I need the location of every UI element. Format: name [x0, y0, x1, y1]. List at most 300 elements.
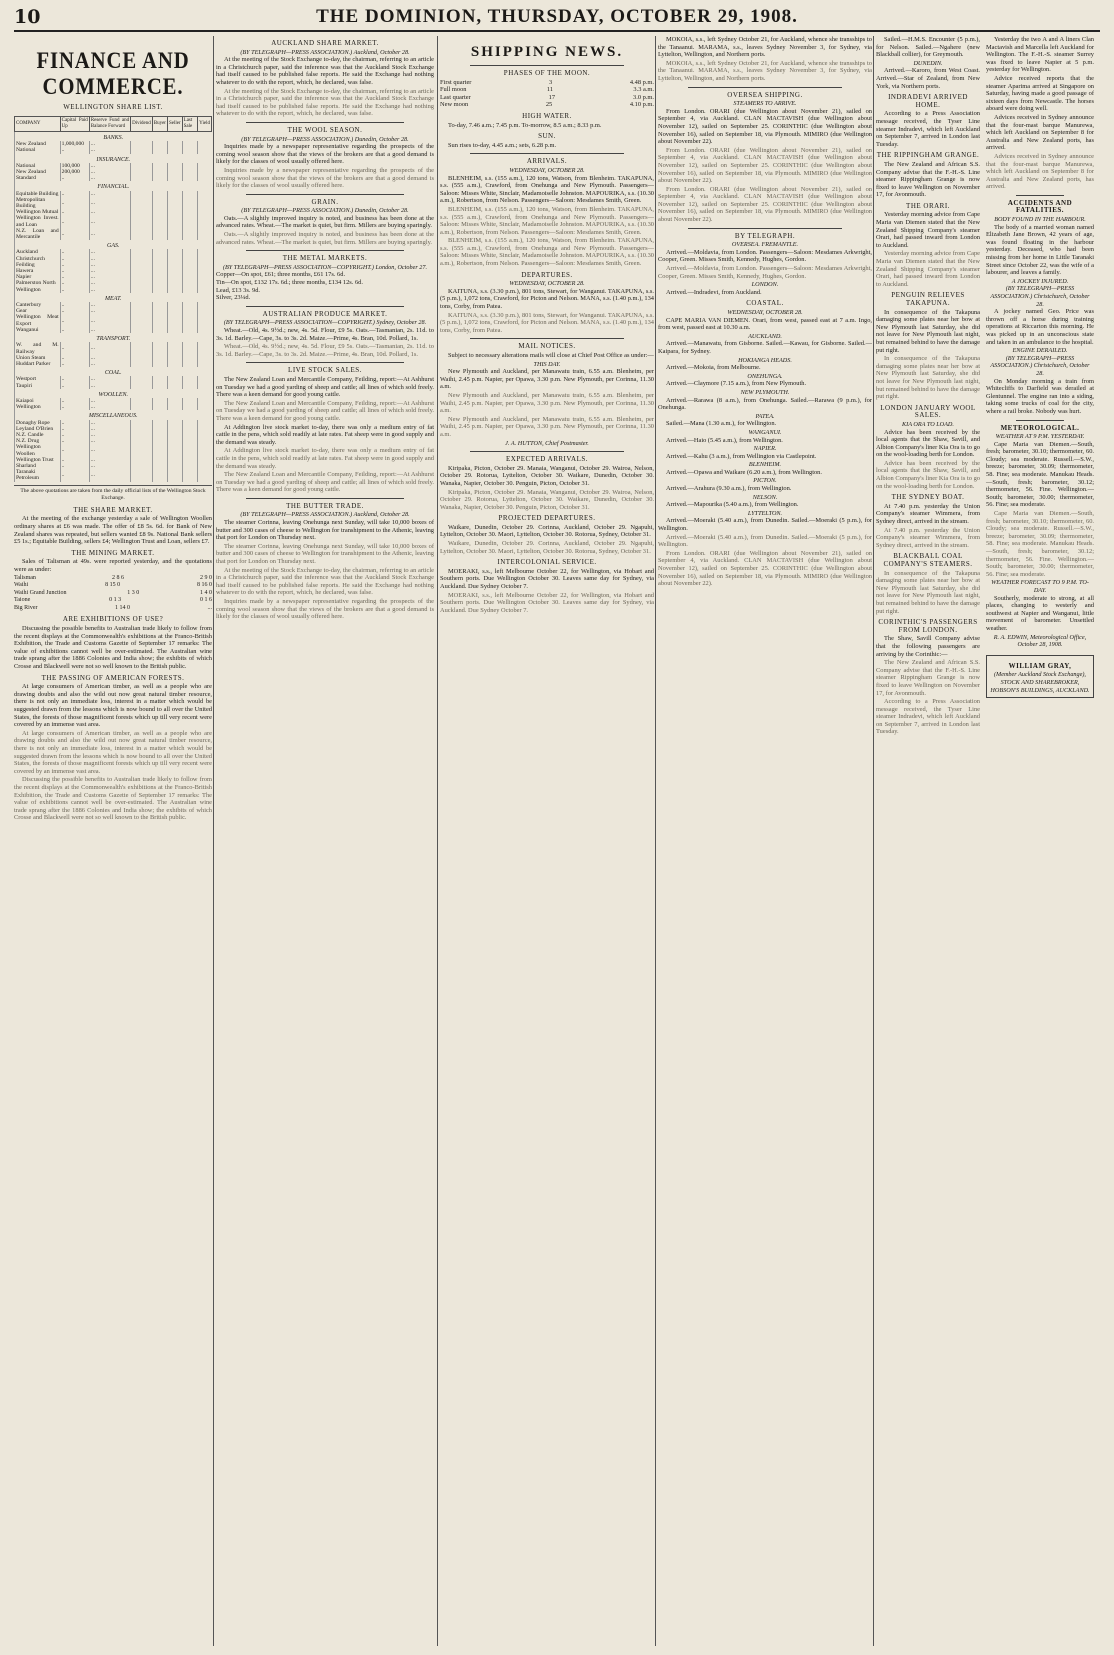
article-body-continued: At the meeting of the Stock Exchange to-day, the chairman, referring to an article in a Christchurch paper, said the inference was that the Auckland Stock Exchange had itself caused to be published false reports. He said the Exchange had nothing whatever to do with the report, which, he declared, was false. [216, 87, 434, 118]
section-heading: INTERCOLONIAL SERVICE. [497, 558, 597, 567]
table-cell: .. [60, 268, 89, 274]
port-heading: NAPIER. [753, 445, 777, 453]
moon-phases [440, 79, 654, 109]
table-cell: .. [60, 256, 89, 262]
table-cell: .. [60, 215, 89, 227]
ad-details: (Member Auckland Stock Exchange), STOCK AND SHAREBROKER, HOBSON'S BUILDINGS, AUCKLAND. [990, 671, 1090, 694]
list-item [216, 294, 434, 302]
table-header: Last Sale [182, 116, 197, 131]
section-body: Advice has been received by the local agents that the Shaw, Savill, and Albion Company's liner Kia Ora is to go on the wool-loading berth for London. [876, 428, 980, 459]
table-cell [198, 314, 212, 326]
table-cell: Westport [15, 376, 61, 382]
list-item [440, 86, 654, 94]
list-value: Waihi Grand Junction [14, 589, 67, 596]
table-cell: .. [60, 426, 89, 432]
table-cell: .. [60, 249, 89, 255]
article-body-continued: At the meeting of the Stock Exchange to-day, the chairman, referring to an article in a Christchurch paper, said the inference was that the Auckland Stock Exchange had itself caused to be published false reports. He said the Exchange had nothing whatever to do with the report, which, he declared, was false. [216, 566, 434, 597]
table-cell: Wellington Woollen [15, 444, 61, 456]
table-cell: ... [89, 228, 130, 240]
table-cell: ... [89, 287, 130, 293]
table-cell: Union Steam [15, 355, 61, 361]
list-value: 1 4 0 [199, 589, 212, 596]
table-header: Capital Paid Up [60, 116, 89, 131]
group-heading: FINANCIAL. [15, 181, 212, 190]
table-cell: ... [89, 361, 130, 367]
port-heading: ONEHUNGA. [747, 372, 783, 380]
section-body: Arrived.—Karoro, from West Coast. Arrived.—Star of Zealand, from New York, via Northern ports. [876, 67, 980, 90]
table-cell: ... [89, 191, 130, 197]
table-cell: .. [60, 420, 89, 426]
section-subheading: LONDON. [751, 281, 779, 289]
table-cell [198, 469, 212, 481]
article-heading: BODY FOUND IN THE HARBOUR. [994, 216, 1086, 224]
table-cell: New Zealand [15, 141, 61, 147]
list-value: Big River [14, 604, 38, 611]
table-header: Yield [198, 116, 212, 131]
dateline: (BY TELEGRAPH—PRESS ASSOCIATION.) Dunedin, October 28. [241, 135, 409, 143]
section-heading: ACCIDENTS AND FATALITIES. [1007, 198, 1073, 215]
table-cell: Auckland [15, 249, 61, 255]
section-body-continued: BLENHEIM, s.s. (155 a.m.), 120 tons, Watson, from Blenheim. TAKAPUNA, s.s. (555 a.m.), Crawford, from Onehunga and New Plymouth. Passengers—Saloon: Misses White, Sinclair, Madamoiselle Johnston. MAPOURIKA, s.s. (10.30 a.m.), Robertson, from Nelson. Passengers—Saloon: Mesdames Smith, Green. [440, 205, 654, 236]
section-heading: PHASES OF THE MOON. [503, 69, 591, 77]
table-cell: Palmerston North [15, 280, 61, 286]
table-cell: ... [89, 215, 130, 227]
list-value: Talisman [14, 574, 36, 581]
table-header: COMPANY [15, 116, 61, 131]
table-cell: ... [89, 469, 130, 481]
table-cell: Hawera [15, 268, 61, 274]
section-body: The New Zealand and African S.S. Company advise that the F.-H.-S. Line steamer Rippingham Grange is now fixed to leave Wellington on November 17, for Avonmouth. [876, 160, 980, 199]
table-cell: .. [60, 457, 89, 463]
table-cell: .. [60, 262, 89, 268]
section-body-continued: Advice has been received by the local agents that the Shaw, Savill, and Albion Company's liner Kia Ora is to go on the wool-loading berth for London. [876, 459, 980, 490]
list-item [216, 271, 434, 279]
group-heading: COAL. [15, 367, 212, 376]
port-heading: DUNEDIN. [913, 59, 943, 67]
table-header: Dividend [131, 116, 153, 131]
section-body: From London. ORARI (due Wellington about November 21), sailed on September 4, via Auckland. CLAN MACTAVISH (due Wellington about November 12), sailed on September 25. CORINTHIC (due Wellington about November 16), sailed on September 18, via Plymouth. MIMIRO (due Wellington about November 22). [658, 107, 872, 146]
group-heading: MISCELLANEOUS. [15, 410, 212, 419]
port-heading: AUCKLAND. [748, 332, 782, 340]
table-cell: ... [89, 327, 130, 333]
section-body: According to a Press Association message received, the Tyser Line steamer Indradevi, which left Auckland on September 7, arrived in London last Tuesday. [876, 110, 980, 148]
section-body: Arrived.—Indradevi, from Auckland. [666, 288, 762, 296]
section-body: Sailed.—H.M.S. Encounter (5 p.m.), for Nelson. Sailed.—Ngahere (new Blackball collier), for Greymouth. [876, 36, 980, 59]
table-cell [152, 215, 167, 227]
dateline: (BY TELEGRAPH—PRESS ASSOCIATION.) Dunedin, October 28. [241, 207, 409, 215]
list-value: 2 8 6 [111, 574, 124, 581]
table-cell: .. [60, 432, 89, 438]
table-row [15, 342, 212, 354]
table-cell [167, 469, 182, 481]
table-cell: ... [89, 268, 130, 274]
table-cell: ... [89, 398, 130, 404]
list-value: 2 9 0 [199, 574, 212, 581]
table-cell [131, 197, 153, 209]
table-cell [131, 444, 153, 456]
table-cell: Wellington Trust [15, 457, 61, 463]
article-heading: AUSTRALIAN PRODUCE MARKET. [262, 309, 388, 318]
table-cell: National [15, 147, 61, 153]
list-value: 1 14 0 [115, 604, 130, 611]
section-body-continued: BLENHEIM, s.s. (155 a.m.), 120 tons, Watson, from Blenheim. TAKAPUNA, s.s. (555 a.m.), Crawford, from Onehunga and New Plymouth. Passengers—Saloon: Misses White, Sinclair, Madamoiselle Johnston. MAPOURIKA, s.s. (10.30 a.m.), Robertson, from Nelson. Passengers—Saloon: Mesdames Smith, Green. [440, 237, 654, 268]
list-value: 1 3 0 [127, 589, 140, 596]
table-cell [131, 469, 153, 481]
table-cell: ... [89, 302, 130, 308]
article-body-continued: Inquiries made by a newspaper representative regarding the prospects of the coming wool season show that the views of the brokers are that a good demand is likely for the classes of wool usually offered here. [216, 598, 434, 621]
table-cell: Taupiri [15, 383, 61, 389]
port-heading: PATEA. [755, 412, 775, 420]
table-cell [131, 228, 153, 240]
table-cell: ... [89, 147, 130, 153]
table-cell [198, 197, 212, 209]
section-body: Kiripaka, Picton, October 29. Manaia, Wanganui, October 29. Wairoa, Nelson, October 29. Rotorua, Lyttelton, October 30. Waikare, Dunedin, October 30. Wanaka, Napier, October 30. Penguin, Picton, October 31. [440, 464, 654, 487]
section-heading: OVERSEA SHIPPING. [727, 90, 803, 99]
article-body: A jockey named Geo. Price was thrown off a horse during training operations at Riccarton this morning. He was picked up in an unconscious state and taken in an ambulance to the hospital. [986, 308, 1094, 346]
table-cell: .. [60, 342, 89, 354]
list-value: 25 [545, 101, 553, 109]
table-cell: .. [60, 147, 89, 153]
section-body: Arrived.—Mapourika (5.40 a.m.), from Wellington. [666, 501, 799, 509]
section-body: Sun rises to-day, 4.45 a.m.; sets, 6.28 p.m. [448, 141, 557, 149]
list-value: 4.48 p.m. [629, 78, 654, 86]
section-body-continued: Advices received in Sydney announce that the four-mast barque Manurewa, which left Auckland on September 8 for Australia and New Zealand ports, has arrived. [986, 152, 1094, 191]
article-body: At the meeting of the Stock Exchange to-day, the chairman, referring to an article in a Christchurch paper, said the inference was that the Auckland Stock Exchange had itself caused to be published false reports. He said the Exchange had nothing whatever to do with the report, which, he declared, was false. [216, 56, 434, 86]
section-body: Yesterday morning advice from Cape Maria van Diemen stated that the New Zealand Shipping Company's steamer Orari, had passed inward from London to Auckland. [876, 211, 980, 249]
table-cell: ... [89, 463, 130, 469]
table-cell: .. [60, 287, 89, 293]
table-cell: ... [89, 308, 130, 314]
article-heading: THE PASSING OF AMERICAN FORESTS. [41, 673, 185, 682]
article-heading: THE SHARE MARKET. [73, 505, 153, 514]
table-cell: .. [60, 438, 89, 444]
list-value: First quarter [440, 78, 472, 86]
column-shipping [440, 36, 654, 1646]
section-heading: BY TELEGRAPH. [734, 231, 796, 240]
section-heading: THE ORARI. [906, 201, 950, 210]
table-cell [182, 342, 197, 354]
section-body-continued: Arrived.—Moldavia, from London. Passengers—Saloon: Mesdames Arkwright, Cooper, Green. Misses Smith, Kennedy, Hughes, Gordon. [658, 265, 872, 280]
article-body: Cape Maria van Diemen.—South, fresh; barometer, 30.10; thermometer, 60. Cloudy; sea moderate. Russell.—S.W., breeze; barometer, 30.09; thermometer, 58. Fine; sea moderate. Manukau Heads.—South, fresh; barometer, 30.12; thermometer, 56. Fine. Wellington.—South; barometer, 30.00; thermometer, 56. Fine; sea moderate. [986, 440, 1094, 509]
dateline: THIS DAY. [533, 360, 561, 368]
table-cell: National [15, 163, 61, 169]
section-body-continued: According to a Press Association message received, the Tyser Line steamer Indradevi, which left Auckland on September 7, arrived in London last Tuesday. [876, 698, 980, 736]
section-heading: EXPECTED ARRIVALS. [506, 455, 588, 464]
dateline: (BY TELEGRAPH—PRESS ASSOCIATION—COPYRIGHT.) London, October 27. [222, 263, 428, 271]
table-cell [198, 228, 212, 240]
section-body: Yesterday the two A and A liners Clan Mactavish and Marcella left Auckland for Wellington. The F.-H.-S. steamer Surrey was fixed to leave Napier at 5 p.m. yesterday for Wellington. [986, 36, 1094, 74]
list-value: Copper—On spot, £61; three months, £61 17s. 6d. [216, 271, 346, 279]
table-cell [152, 197, 167, 209]
list-item [440, 94, 654, 102]
article-body-continued: The New Zealand Loan and Mercantile Company, Feilding, report:—At Ashhurst on Tuesday we had a good yarding of sheep and cattle; all lines of which sold freely. There was a keen demand for good young cattle. [216, 399, 434, 422]
section-body: Arrived.—Opawa and Waikare (6.20 a.m.), from Wellington. [666, 468, 822, 476]
table-cell: Standard [15, 175, 61, 181]
list-value: Full moon [440, 86, 467, 94]
section-heading: INDRADEVI ARRIVED HOME. [888, 93, 968, 109]
table-cell [152, 342, 167, 354]
list-value: 8 16 0 [197, 582, 212, 589]
port-heading: NELSON. [752, 493, 778, 501]
article-heading: ARE EXHIBITIONS OF USE? [62, 615, 164, 624]
table-cell [182, 228, 197, 240]
section-body: Advices received in Sydney announce that the four-mast barque Manurewa, which left Auckland on September 8 for Australia and New Zealand ports, has arrived. [986, 113, 1094, 152]
section-body-continued: The New Zealand and African S.S. Company advise that the F.-H.-S. Line steamer Rippingham Grange is now fixed to leave Wellington on November 17, for Avonmouth. [876, 659, 980, 697]
article-body: Wheat.—Old, 4s. 9½d.; new, 4s. 5d. Flour, £9 5s. Oats.—Tasmanian, 2s. 11d. to 3s. 1d. Barley.—Cape, 3s. to 3s. 2d. Maize.—Prime, 4s. Bran, 10d. Pollard, 1s. [216, 327, 434, 342]
list-value: 3.3 a.m. [633, 86, 654, 94]
table-cell [182, 444, 197, 456]
share-list-title: WELLINGTON SHARE LIST. [63, 103, 163, 111]
table-cell: ... [89, 426, 130, 432]
section-body-continued: Kiripaka, Picton, October 29. Manaia, Wanganui, October 29. Wairoa, Nelson, October 29. Rotorua, Lyttelton, October 30. Waikare, Dunedin, October 30. Wanaka, Napier, October 30. Penguin, Picton, October 31. [440, 488, 654, 511]
section-body-continued: From London. ORARI (due Wellington about November 21), sailed on September 4, via Auckland. CLAN MACTAVISH (due Wellington about November 12), sailed on September 25. CORINTHIC (due Wellington about November 16), sailed on September 18, via Plymouth. MIMIRO (due Wellington about November 22). [658, 185, 872, 224]
article-body-continued: Discussing the possible benefits to Australian trade likely to follow from the recent displays at the Commonwealth's exhibitions at the Franco-British Exhibition, the Trade and Customs Gazette of September 17 remarks: The value of exhibitions cannot well be over-estimated. The Australian wine trade sprang after the 1886 Colonies and India show; the exhibits of which Crosse and Blackwell were not so well known to the British public. [14, 776, 212, 822]
article-body: At Addington live stock market to-day, there was only a medium entry of fat cattle in the pens, which sold readily at late rates. Fat sheep were in good supply and the demand was steady. [216, 423, 434, 446]
shipping-heading: SHIPPING NEWS. [470, 44, 624, 60]
share-list-table [14, 116, 212, 482]
table-cell: Taranaki Petroleum [15, 469, 61, 481]
table-cell [152, 444, 167, 456]
port-heading: WANGANUI. [748, 428, 782, 436]
article-heading: THE MINING MARKET. [71, 548, 155, 557]
dateline: (BY TELEGRAPH—PRESS ASSOCIATION.) Christchurch, October 28. [990, 285, 1090, 308]
article-heading: AUCKLAND SHARE MARKET. [271, 39, 379, 47]
table-cell: ... [89, 432, 130, 438]
list-item [440, 101, 654, 109]
section-body: Arrived.—Manawatu, from Gisborne. Sailed.—Kawau, for Gisborne. Sailed.—Kaipara, for Sydney. [658, 340, 872, 355]
table-cell: .. [60, 191, 89, 197]
section-body-continued: In consequence of the Takapuna damaging some plates near her bow at New Plymouth last Saturday, she did not leave for New Plymouth last night, but remained behind to have the damage put right. [876, 355, 980, 401]
table-cell: Wellington [15, 287, 61, 293]
table-cell: .. [60, 314, 89, 326]
broker-advertisement [986, 655, 1094, 698]
table-row [15, 215, 212, 227]
section-body-continued: In consequence of the Takapuna damaging some plates near her bow at New Plymouth last Saturday, she did not leave for New Plymouth last night, but remained behind to have the damage put right. [876, 569, 980, 615]
list-value: 3.0 p.m. [633, 93, 654, 101]
table-cell: ... [89, 141, 130, 147]
table-cell: ... [89, 209, 130, 215]
list-value: 17 [548, 93, 556, 101]
list-value: 11 [546, 86, 554, 94]
dateline: WEDNESDAY, OCTOBER 28. [509, 280, 585, 288]
article-heading: WEATHER FORECAST TO 9 P.M. TO-DAY. [991, 579, 1089, 594]
article-body-continued: At Addington live stock market to-day, there was only a medium entry of fat cattle in the pens, which sold readily at late rates. Fat sheep were in good supply and the demand was steady. [216, 447, 434, 470]
section-body: KAITUNA, s.s. (3.30 p.m.), 801 tons, Stewart, for Wanganui. TAKAPUNA, s.s. (5 p.m.), 1,072 tons, Crawford, for Picton and Nelson. MANA, s.s. (1.40 p.m.), 134 tons, Corby, from Patea. [440, 287, 654, 311]
section-body: Advice received reports that the steamer Aparima arrived at Singapore on Saturday, having made a good passage of sixteen days from Newcastle. The horses aboard were doing well. [986, 74, 1094, 113]
section-body: CAPE MARIA VAN DIEMEN. Orari, from west, passed east at 7 a.m. Ingo, from west, passed east at 10.30 a.m. [658, 316, 872, 332]
section-body: Arrived.—Haio (5.45 a.m.), from Wellington. [666, 436, 783, 444]
table-cell: 200,000 [60, 169, 89, 175]
table-cell: ... [89, 197, 130, 209]
table-cell: .. [60, 444, 89, 456]
mining-quotes [14, 575, 212, 613]
postmaster-signature: J. A. HUTTON, Chief Postmaster. [505, 439, 589, 447]
section-body-continued: New Plymouth and Auckland, per Manawatu train, 6.55 a.m. Blenheim, per Waihi, 2.45 p.m. Napier, per Opawa, 3.30 p.m. New Plymouth, per Corinna, 11.30 a.m. [440, 415, 654, 438]
table-cell: .. [60, 361, 89, 367]
table-cell: Equitable Building [16, 190, 59, 197]
table-cell: Christchurch [15, 256, 61, 262]
table-cell: Wellington Meat Export [16, 314, 59, 327]
article-heading: LIVE STOCK SALES. [288, 366, 362, 375]
metal-prices [216, 271, 434, 301]
table-cell: .. [60, 327, 89, 333]
list-value: Waihi [14, 582, 29, 589]
section-body: Arrived.—Rarawa (8 a.m.), from Onehunga. Sailed.—Rarawa (9 p.m.), for Onehunga. [658, 396, 872, 412]
column-shipping-notes [876, 36, 1094, 1646]
article-heading: THE BUTTER TRADE. [286, 501, 364, 510]
table-cell [182, 197, 197, 209]
article-heading: ENGINE DERAILED. [1012, 347, 1068, 355]
table-row [15, 444, 212, 456]
table-row [15, 469, 212, 481]
list-value: 8 15 0 [105, 582, 121, 589]
table-cell: .. [60, 469, 89, 481]
table-cell: .. [60, 355, 89, 361]
table-cell: ... [89, 274, 130, 280]
table-cell [167, 342, 182, 354]
article-heading: GRAIN. [311, 197, 339, 206]
section-body: Subject to necessary alterations mails will close at Chief Post Office as under:— [448, 352, 654, 359]
table-row [15, 197, 212, 209]
list-value: 3 [549, 78, 553, 86]
table-cell: Wanganui [15, 327, 61, 333]
section-body-continued: Yesterday morning advice from Cape Maria van Diemen stated that the New Zealand Shipping Company's steamer Orari, had passed inward from London to Auckland. [876, 250, 980, 288]
table-cell: ... [89, 404, 130, 410]
section-heading: MAIL NOTICES. [518, 342, 576, 351]
dateline: WEDNESDAY, OCTOBER 28. [727, 309, 803, 316]
article-body: The New Zealand Loan and Mercantile Company, Feilding, report:—At Ashhurst on Tuesday we had a good yarding of sheep and cattle; all lines of which sold freely. There was a keen demand for good young cattle. [216, 375, 434, 399]
table-cell: New Zealand [15, 169, 61, 175]
article-body: The steamer Corinna, leaving Onehunga next Sunday, will take 10,000 boxes of butter and 300 cases of cheese to Wellington for transhipment to the Athenic, leaving that port for London on Thursday next. [216, 519, 434, 542]
section-body: Arrived.—Claymore (7.15 a.m.), from New Plymouth. [666, 380, 807, 388]
table-cell: Metropolitan Building [15, 197, 61, 209]
list-item [14, 590, 212, 598]
section-heading: ARRIVALS. [526, 157, 568, 166]
list-value: 0 1 6 [200, 597, 212, 604]
share-list-note: The above quotations are taken from the daily official lists of the Wellington Stock Exchange. [14, 485, 212, 503]
table-cell [152, 314, 167, 326]
article-body-continued: At large consumers of American timber, as well as a people who are drawing doubts and also the wild out now great natural timber resource, there is not only an immediate loss, interest in a matter which would be suggested drawn from the lessons which is now bound to all over the United States, the forests of those magnificent forests which up till very recent were covered by an immense vast area. [14, 729, 212, 775]
finance-heading: FINANCE AND COMMERCE. [36, 48, 190, 99]
table-cell: Leyland O'Brien [15, 426, 61, 432]
section-heading: SUN. [538, 132, 556, 141]
section-subheading: KIA ORA TO LOAD. [902, 420, 954, 428]
list-value: Taione [14, 597, 31, 604]
section-heading: PENGUIN RELIEVES TAKAPUNA. [891, 291, 965, 307]
section-body: The Shaw, Savill Company advise that the following passengers are arriving by the Corinthic:— [876, 635, 980, 658]
group-heading: MEAT. [15, 293, 212, 302]
table-cell: Wellington Mutual [16, 209, 59, 216]
article-body-continued: Oats.—A slightly improved inquiry is noted, and business has been done at the advanced rates. Wheat.—The market is quiet, but firm. Millers are buying sparingly. [216, 231, 434, 246]
list-item [440, 79, 654, 87]
section-body-continued: MOERAKI, s.s., left Melbourne October 22, for Wellington, via Hobart and Southern ports. Due Wellington October 30. Leaves same day for Sydney, via Auckland. Due Sydney October 7. [440, 591, 654, 614]
table-cell: .. [60, 274, 89, 280]
section-body: In consequence of the Takapuna damaging some plates near her bow at New Plymouth last Saturday, she did not leave for New Plymouth last night, but remained behind to have the damage put right. [876, 308, 980, 354]
table-cell [198, 342, 212, 354]
table-cell: .. [60, 383, 89, 389]
article-body: Southerly, moderate to strong, at all places, changing to westerly and southwest at Napier and Wanganui, little movement of barometer. Unsettled weather. [986, 594, 1094, 632]
section-body: At 7.40 p.m. yesterday the Union Company's steamer Wimmera, from Sydney direct, arrived in the stream. [876, 502, 980, 526]
section-body-continued: From London. ORARI (due Wellington about November 21), sailed on September 4, via Auckland. CLAN MACTAVISH (due Wellington about November 12), sailed on September 25. CORINTHIC (due Wellington about November 16), sailed on September 18, via Plymouth. MIMIRO (due Wellington about November 22). [658, 146, 872, 185]
section-heading: METEOROLOGICAL. [1000, 423, 1080, 432]
section-subheading: STEAMERS TO ARRIVE. [733, 100, 797, 108]
list-value: 4.10 p.m. [629, 101, 654, 109]
table-cell: ... [89, 249, 130, 255]
table-cell: ... [89, 169, 130, 175]
table-cell: .. [60, 280, 89, 286]
article-body-continued: Wheat.—Old, 4s. 9½d.; new, 4s. 5d. Flour, £9 5s. Oats.—Tasmanian, 2s. 11d. to 3s. 1d. Barley.—Cape, 3s. to 3s. 2d. Maize.—Prime, 4s. Bran, 10d. Pollard, 1s. [216, 343, 434, 358]
dateline: (BY TELEGRAPH—PRESS ASSOCIATION—COPYRIGHT.) Sydney, October 28. [223, 319, 427, 327]
section-body: MOERAKI, s.s., left Melbourne October 22, for Wellington, via Hobart and Southern ports. Due Wellington October 30. Leaves same day for Sydney, via Auckland. Due Sydney October 7. [440, 567, 654, 591]
table-header: Reserve Fund and Balance Forward [89, 116, 130, 131]
group-heading: INSURANCE. [15, 154, 212, 163]
list-value: Lead, £13 3s. 9d. [216, 286, 261, 294]
section-heading: HIGH WATER. [522, 111, 572, 120]
list-value: 0 1 3 [109, 597, 122, 604]
list-item [216, 279, 434, 287]
article-body: On Monday morning a train from Whitecliffs to Darfield was derailed at Glentunnel. The engine ran into a siding, taking some trucks of coal for the city, where a rail broke. Nobody was hurt. [986, 377, 1094, 415]
section-body-continued: KAITUNA, s.s. (3.30 p.m.), 801 tons, Stewart, for Wanganui. TAKAPUNA, s.s. (5 p.m.), 1,072 tons, Crawford, for Picton and Nelson. MANA, s.s. (1.40 p.m.), 134 tons, Corby, from Patea. [440, 311, 654, 334]
article-body: Discussing the possible benefits to Australian trade likely to follow from the recent displays at the Commonwealth's exhibitions at the Franco-British Exhibition, the Trade and Customs Gazette of September 17 remarks: The value of exhibitions cannot well be over-estimated. The Australian wine trade sprang after the 1886 Colonies and India show; the exhibits of which Crosse and Blackwell were not so well known to the British public. [14, 625, 212, 671]
section-body: MOKOIA, s.s., left Sydney October 21, for Auckland, whence she transships to the Tanaanui. MARAMA, s.s., leaves Sydney November 3, for Sydney, via Lyttelton, Wellington, and Northern ports. [658, 36, 872, 59]
section-heading: CORINTHIC'S PASSENGERS FROM LONDON. [878, 618, 978, 634]
table-header: Seller [167, 116, 182, 131]
column-oversea-shipping [658, 36, 872, 1646]
ad-name: WILLIAM GRAY, [1008, 661, 1072, 670]
table-cell [131, 342, 153, 354]
section-body: Arrived.—Moeraki (5.40 a.m.), from Dunedin. Sailed.—Moeraki (5 p.m.), for Wellington. [658, 517, 872, 533]
table-cell: 100,000 [60, 163, 89, 169]
group-heading: TRANSPORT. [15, 333, 212, 342]
section-heading: DEPARTURES. [521, 270, 573, 279]
table-cell: .. [60, 463, 89, 469]
table-cell [152, 469, 167, 481]
column-markets [216, 36, 434, 1646]
section-body: Arrived.—Mokoia, from Melbourne. [666, 364, 761, 372]
table-cell: Huddart Parker [15, 361, 61, 367]
table-cell [131, 215, 153, 227]
list-item [14, 575, 212, 583]
table-header: Buyer [152, 116, 167, 131]
table-cell [131, 314, 153, 326]
article-body: Sales of Talisman at 49s. were reported yesterday, and the quotations were as under: [14, 558, 212, 573]
table-cell [198, 444, 212, 456]
table-cell: N.Z. Loan and Mercantile [16, 227, 59, 241]
group-heading: WOOLLEN. [15, 389, 212, 398]
section-body: BLENHEIM, s.s. (155 a.m.), 120 tons, Watson, from Blenheim. TAKAPUNA, s.s. (555 a.m.), Crawford, from Onehunga and New Plymouth. Passengers—Saloon: Misses White, Sinclair, Madamoiselle Johnston. MAPOURIKA, s.s. (10.30 a.m.), Robertson, from Nelson. Passengers—Saloon: Mesdames Smith, Green. [440, 174, 654, 205]
article-heading: WEATHER AT 9 P.M. YESTERDAY. [995, 433, 1085, 441]
table-cell: ... [89, 175, 130, 181]
table-cell: N.Z. Candle [15, 432, 61, 438]
table-row [15, 314, 212, 326]
table-cell: ... [89, 163, 130, 169]
list-item [216, 287, 434, 295]
article-body-continued: The New Zealand Loan and Mercantile Company, Feilding, report:—At Ashhurst on Tuesday we had a good yarding of sheep and cattle; all lines of which sold freely. There was a keen demand for good young cattle. [216, 471, 434, 494]
table-cell: ... [89, 342, 130, 354]
table-cell [182, 215, 197, 227]
section-body-continued: Arrived.—Moeraki (5.40 a.m.), from Dunedin. Sailed.—Moeraki (5 p.m.), for Wellington. [658, 533, 872, 549]
group-heading: BANKS. [15, 132, 212, 142]
article-heading: THE METAL MARKETS. [282, 254, 368, 263]
table-cell: Feilding [15, 262, 61, 268]
section-heading: THE RIPPINGHAM GRANGE. [876, 151, 980, 160]
section-body-continued: From London. ORARI (due Wellington about November 21), sailed on September 4, via Auckland. CLAN MACTAVISH (due Wellington about November 12), sailed on September 25. CORINTHIC (due Wellington about November 16), sailed on September 18, via Plymouth. MIMIRO (due Wellington about November 22). [658, 549, 872, 588]
section-heading: LONDON JANUARY WOOL SALES. [880, 403, 976, 420]
section-body-continued: New Plymouth and Auckland, per Manawatu train, 6.55 a.m. Blenheim, per Waihi, 2.45 p.m. Napier, per Opawa, 3.30 p.m. New Plymouth, per Corinna, 11.30 a.m. [440, 391, 654, 415]
table-cell: W. and M. Railway [16, 342, 59, 355]
table-cell [167, 314, 182, 326]
table-cell: Gear [15, 308, 61, 314]
